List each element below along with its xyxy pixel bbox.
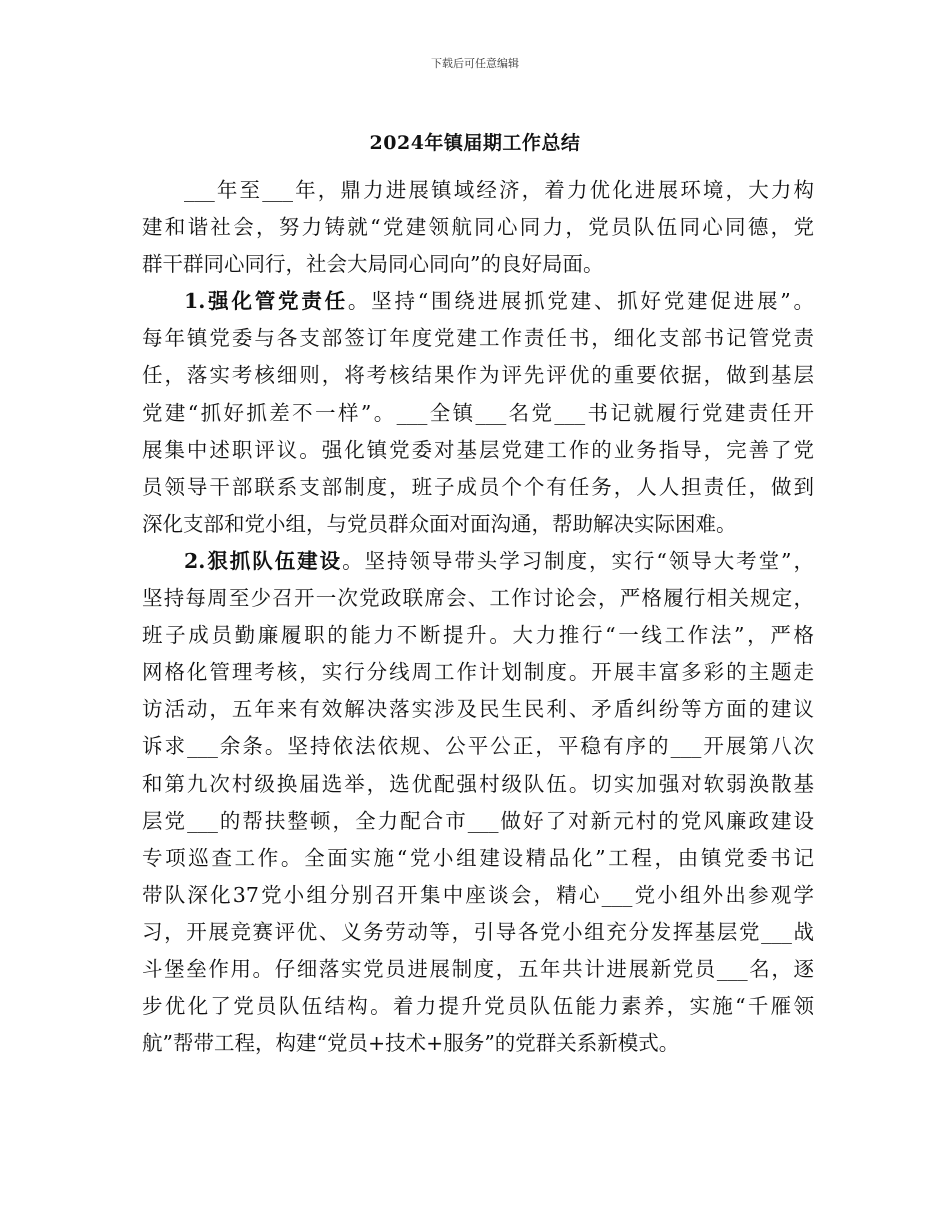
text-line: 层党___的帮扶整顿，全力配合市___做好了对新元村的党风廉政建设 — [142, 808, 814, 833]
paragraph-party-responsibility — [142, 283, 814, 543]
text-line: 斗堡垒作用。仔细落实党员进展制度，五年共计进展新党员___名，逐 — [142, 956, 814, 981]
text-line: 专项巡查工作。全面实施“党小组建设精品化”工程，由镇党委书记 — [142, 845, 814, 870]
text-line: 每年镇党委与各支部签订年度党建工作责任书，细化支部书记管党责 — [142, 326, 814, 351]
header-note: 下载后可任意编辑 — [431, 57, 519, 70]
text-line — [142, 283, 814, 320]
text-line: 航”帮带工程，构建“党员+技术+服务”的党群关系新模式。 — [142, 1031, 680, 1056]
text-segment: 。坚持领导带头学习制度，实行“领导大考堂”， — [342, 548, 814, 573]
text-line — [142, 543, 814, 580]
text-line: 群干群同心同行，社会大局同心同向”的良好局面。 — [142, 252, 604, 277]
text-line: 诉求___余条。坚持依法依规、公平公正，平稳有序的___开展第八次 — [142, 734, 814, 759]
text-line: 建和谐社会，努力铸就“党建领航同心同力，党员队伍同心同德，党 — [142, 215, 814, 240]
text-line: 展集中述职评议。强化镇党委对基层党建工作的业务指导，完善了党 — [142, 437, 814, 462]
section-heading: 2.狠抓队伍建设 — [184, 548, 343, 573]
paragraph-team-building — [142, 543, 814, 1062]
text-line: 员领导干部联系支部制度，班子成员个个有任务，人人担责任，做到 — [142, 474, 814, 499]
text-line: 深化支部和党小组，与党员群众面对面沟通，帮助解决实际困难。 — [142, 511, 737, 536]
page-title: 2024年镇届期工作总结 — [369, 132, 581, 154]
text-line: 步优化了党员队伍结构。着力提升党员队伍能力素养，实施“千雁领 — [142, 994, 814, 1019]
text-line: 网格化管理考核，实行分线周工作计划制度。开展丰富多彩的主题走 — [142, 660, 814, 685]
text-line: 习，开展竞赛评优、义务劳动等，引导各党小组充分发挥基层党___战 — [142, 919, 814, 944]
text-line: 和第九次村级换届选举，选优配强村级队伍。切实加强对软弱涣散基 — [142, 771, 814, 796]
section-heading: 1.强化管党责任 — [184, 289, 348, 314]
text-segment: 。坚持“围绕进展抓党建、抓好党建促进展”。 — [347, 289, 814, 314]
text-line: 带队深化37党小组分别召开集中座谈会，精心___党小组外出参观学 — [142, 882, 814, 907]
text-line: 访活动，五年来有效解决落实涉及民生民利、矛盾纠纷等方面的建议 — [142, 697, 814, 722]
text-line: ___年至___年，鼎力进展镇域经济，着力优化进展环境，大力构 — [184, 178, 814, 202]
text-line: 党建“抓好抓差不一样”。___全镇___名党___书记就履行党建责任开 — [142, 400, 814, 425]
text-line: 坚持每周至少召开一次党政联席会、工作讨论会，严格履行相关规定， — [142, 586, 814, 611]
paragraph-intro — [142, 172, 814, 283]
text-line: 班子成员勤廉履职的能力不断提升。大力推行“一线工作法”，严格 — [142, 623, 814, 648]
document-body — [142, 172, 814, 1062]
text-line: 任，落实考核细则，将考核结果作为评先评优的重要依据，做到基层 — [142, 363, 814, 388]
